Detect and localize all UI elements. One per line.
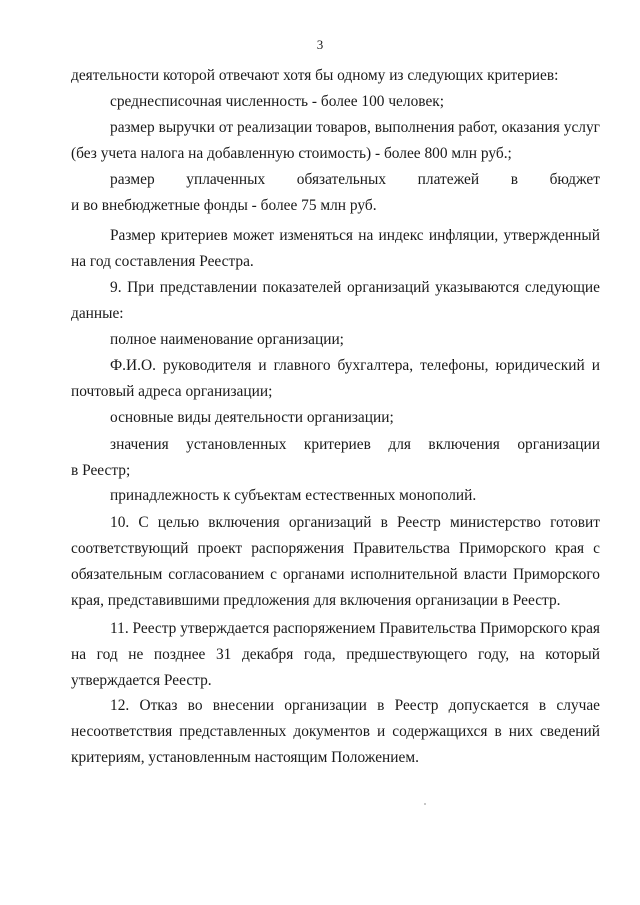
paragraph-criterion-headcount: среднесписочная численность - более 100 человек; [110,93,445,110]
paragraph-item-10: 10. С целью включения организаций в Реестр министерство готовит соответствующий проект распоряжения Правительства Приморского края с обязательным согласованием с органами исполнительной власти Приморского края, представившими предложения для включения организации в Реестр. [71,514,600,609]
paragraph-criterion-payments-line2: и во внебюджетные фонды - более 75 млн руб. [71,197,377,214]
paragraph-data-activities: основные виды деятельности организации; [110,409,394,426]
word: обязательных [296,171,387,188]
paragraph-data-full-name: полное наименование организации; [110,331,344,348]
page-number: 3 [316,37,324,52]
paragraph-item-11: 11. Реестр утверждается распоряжением Правительства Приморского края на год не позднее 31 декабря года, предшествующего году, на который утверждается Реестр. [71,620,600,689]
word: организации [517,436,600,453]
word: критериев [303,436,371,453]
word: бюджет [549,171,600,188]
word: установленных [186,436,287,453]
paragraph-criterion-revenue: размер выручки от реализации товаров, выполнения работ, оказания услуг (без учета налога на добавленную стоимость) - более 800 млн руб.; [71,119,600,162]
paragraph-data-monopoly: принадлежность к субъектам естественных монополий. [110,487,477,504]
word: для [388,436,411,453]
word: платежей [417,171,480,188]
word: уплаченных [186,171,266,188]
word: включения [428,436,500,453]
word: размер [110,171,155,188]
paragraph-criteria-intro: деятельности которой отвечают хотя бы одному из следующих критериев: [71,67,559,84]
paragraph-item-12: 12. Отказ во внесении организации в Реестр допускается в случае несоответствия представленных документов и содержащихся в них сведений критериям, установленным настоящим Положением. [71,697,600,766]
word: в [510,171,518,188]
paragraph-data-values-line1 [110,432,600,458]
paragraph-inflation-note: Размер критериев может изменяться на индекс инфляции, утвержденный на год составления Реестра. [71,227,600,270]
word: значения [110,436,169,453]
scan-speck [424,803,426,805]
paragraph-criterion-payments-line1 [110,167,600,193]
paragraph-data-contacts: Ф.И.О. руководителя и главного бухгалтера, телефоны, юридический и почтовый адреса организации; [71,357,600,400]
paragraph-data-values-line2: в Реестр; [71,462,131,479]
paragraph-item-9: 9. При представлении показателей организаций указываются следующие данные: [71,279,600,322]
